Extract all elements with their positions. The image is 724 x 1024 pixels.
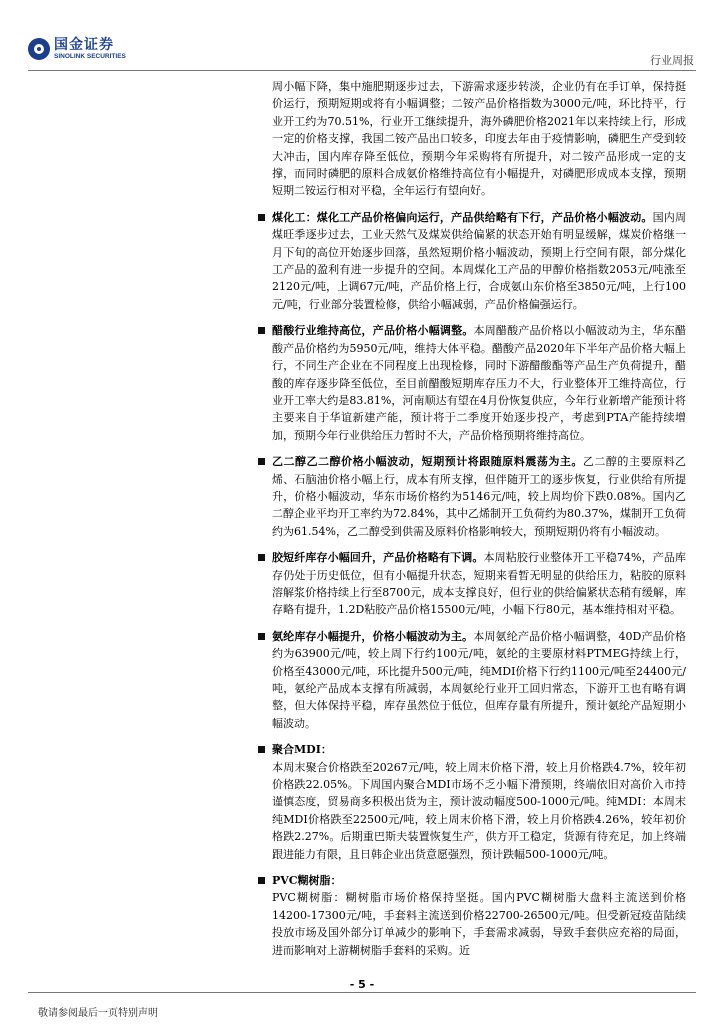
bullet-icon [258, 327, 265, 334]
bullet-icon [258, 458, 265, 465]
brand-logo [28, 38, 126, 61]
section-body: 本周氨纶产品价格小幅调整，40D产品价格约为63900元/吨，较上周下行约100元/吨，氨纶的主要原材料PTMEG持续上行，价格至43000元/吨，环比提升500元/吨，纯MDI价格下行约1100元/吨至24400元/吨，氨纶产品成本支撑有所减弱，本周氨纶行业开工回归常态，下游开工也有略有调整，但大体保持平稳，库存虽然位于低位，但库存量有所提升，预计氨纶产品短期小幅波动。 [272, 629, 687, 730]
page-header [0, 0, 724, 72]
section-ethylene-glycol [258, 453, 686, 540]
brand-name-cn: 国金证券 [54, 37, 114, 53]
brand-logo-icon [28, 38, 50, 60]
brand-name-en: SINOLINK SECURITIES [54, 53, 126, 60]
section-lead: 乙二醇乙二醇价格小幅波动，短期预计将跟随原料震荡为主。 [272, 455, 583, 469]
section-acetic-acid [258, 322, 686, 444]
section-polymeric-mdi [258, 741, 686, 863]
section-text [258, 628, 686, 732]
bullet-icon [258, 877, 265, 884]
section-text [258, 453, 686, 540]
section-coal-chemical [258, 209, 686, 313]
section-text [258, 549, 686, 619]
bullet-icon [258, 633, 265, 640]
section-lead: 氨纶库存小幅提升，价格小幅波动为主。 [272, 629, 474, 643]
section-body: 国内周煤旺季逐步过去，工业天然气及煤炭供给偏紧的状态开始有明显缓解，煤炭价格继一月下旬的高位开始逐步回落，虽然短期价格小幅波动，预期上行空间有限，部分煤化工产品的盈利有进一步提升的空间。本周煤化工产品的甲醇价格指数2053元/吨涨至2120元/吨，上调67元/吨，产品价格上行，合成氨山东价格至3850元/吨，上行100元/吨，行业部分装置检修，供给小幅减弱，产品价格偏强运行。 [272, 210, 686, 311]
header-divider [28, 70, 696, 71]
section-spandex [258, 628, 686, 732]
section-text [258, 322, 686, 444]
footer-divider [28, 992, 696, 993]
section-viscose-fiber [258, 549, 686, 619]
bullet-icon [258, 214, 265, 221]
section-heading: 聚合MDI： [272, 743, 332, 757]
section-lead: 煤化工：煤化工产品价格偏向运行，产品供给略有下行，产品价格小幅波动。 [272, 210, 653, 224]
section-pvc-paste-resin [258, 872, 686, 959]
page-number: - 5 - [349, 978, 375, 991]
section-body: 乙二醇的主要原料乙烯、石脑油价格小幅上行，成本有所支撑，但伴随开工的逐步恢复，行业供给有所提升，价格小幅波动，华东市场价格约为5146元/吨，较上周均价下跌0.08%。国内乙二醇企业平均开工率约为72.84%，其中乙烯制开工负荷约为80.37%，煤制开工负荷约为61.54%，乙二醇受到供需及原料价格影响较大，预期短期仍将有小幅波动。 [272, 455, 687, 538]
section-heading: PVC糊树脂： [272, 874, 342, 888]
section-lead: 醋酸行业维持高位，产品价格小幅调整。 [272, 324, 474, 338]
footer-disclaimer: 敬请参阅最后一页特别声明 [38, 1008, 158, 1019]
section-body: 本周粘胶行业整体开工平稳74%，产品库存仍处于历史低位，但有小幅提升状态，短期来看暂无明显的供给压力，粘胶的原料溶解浆价格持续上行至8700元，成本支撑良好，但行业的供给偏紧状态稍有缓解，库存略有提升，1.2D粘胶产品价格15500元/吨，小幅下行80元，基本维持相对平稳。 [272, 551, 686, 617]
section-body: 本周末聚合价格跌至20267元/吨，较上周末价格下滑，较上月价格跌4.7%，较年初价格跌22.05%。下周国内聚合MDI市场不乏小幅下滑预期，终端依旧对高价入市持谨慎态度，贸易商多积极出货为主，预计波动幅度500-1000元/吨。纯MDI：本周末纯MDI价格跌至22500元/吨，较上周末价格下滑，较上月价格跌4.26%，较年初价格跌2.27%。后期重巴斯夫装置恢复生产，供方开工稳定，货源有待充足，加上终端跟进能力有限，且日韩企业出货意愿强烈，预计跌幅500-1000元/吨。 [272, 760, 686, 861]
section-text [258, 209, 686, 313]
main-content [258, 78, 686, 959]
report-type: 行业周报 [650, 54, 694, 67]
section-lead: 胶短纤库存小幅回升，产品价格略有下调。 [272, 551, 484, 565]
bullet-icon [258, 554, 265, 561]
section-body: PVC糊树脂：糊树脂市场价格保持坚挺。国内PVC糊树脂大盘料主流送到价格14200-17300元/吨，手套料主流送到价格22700-26500元/吨。但受新冠疫苗陆续投放市场及国外部分订单减少的影响下，手套需求减弱，导致手套供应充裕的局面，进而影响对上游糊树脂手套料的采购。近 [272, 891, 686, 957]
intro-paragraph: 周小幅下降，集中施肥期逐步过去，下游需求逐步转淡，企业仍有在手订单，保持挺价运行，预期短期或将有小幅调整；二铵产品价格指数为3000元/吨，环比持平，行业开工约为70.51%，行业开工继续提升，海外磷肥价格2021年以来持续上行，形成一定的价格支撑，我国二铵产品出口较多，印度去年由于疫情影响，磷肥生产受到较大冲击，国内库存降至低位，预期今年采购将有所提升，对二铵产品形成一定的支撑，而同时磷肥的原料合成氨价格维持高位有小幅提升，对磷肥形成成本支撑，预期短期二铵运行相对平稳，全年运行有望向好。 [272, 80, 686, 198]
bullet-icon [258, 746, 265, 753]
section-body: 本周醋酸产品价格以小幅波动为主，华东醋酸产品价格约为5950元/吨，维持大体平稳。醋酸产品2020年下半年产品价格大幅上行，不同生产企业在不同程度上出现检修，同时下游醋酸酯等产品生产负荷提升，醋酸的库存逐步降至低位，至目前醋酸短期库存压力不大，行业整体开工维持高位，行业开工率大约是83.81%，河南顺达有望在4月份恢复供应，今年行业新增产能预计将主要来自于华谊新建产能，预计将于二季度开始逐步投产，考虑到PTA产能持续增加，预期今年行业供给压力暂时不大，产品价格预期将维持高位。 [272, 324, 686, 442]
